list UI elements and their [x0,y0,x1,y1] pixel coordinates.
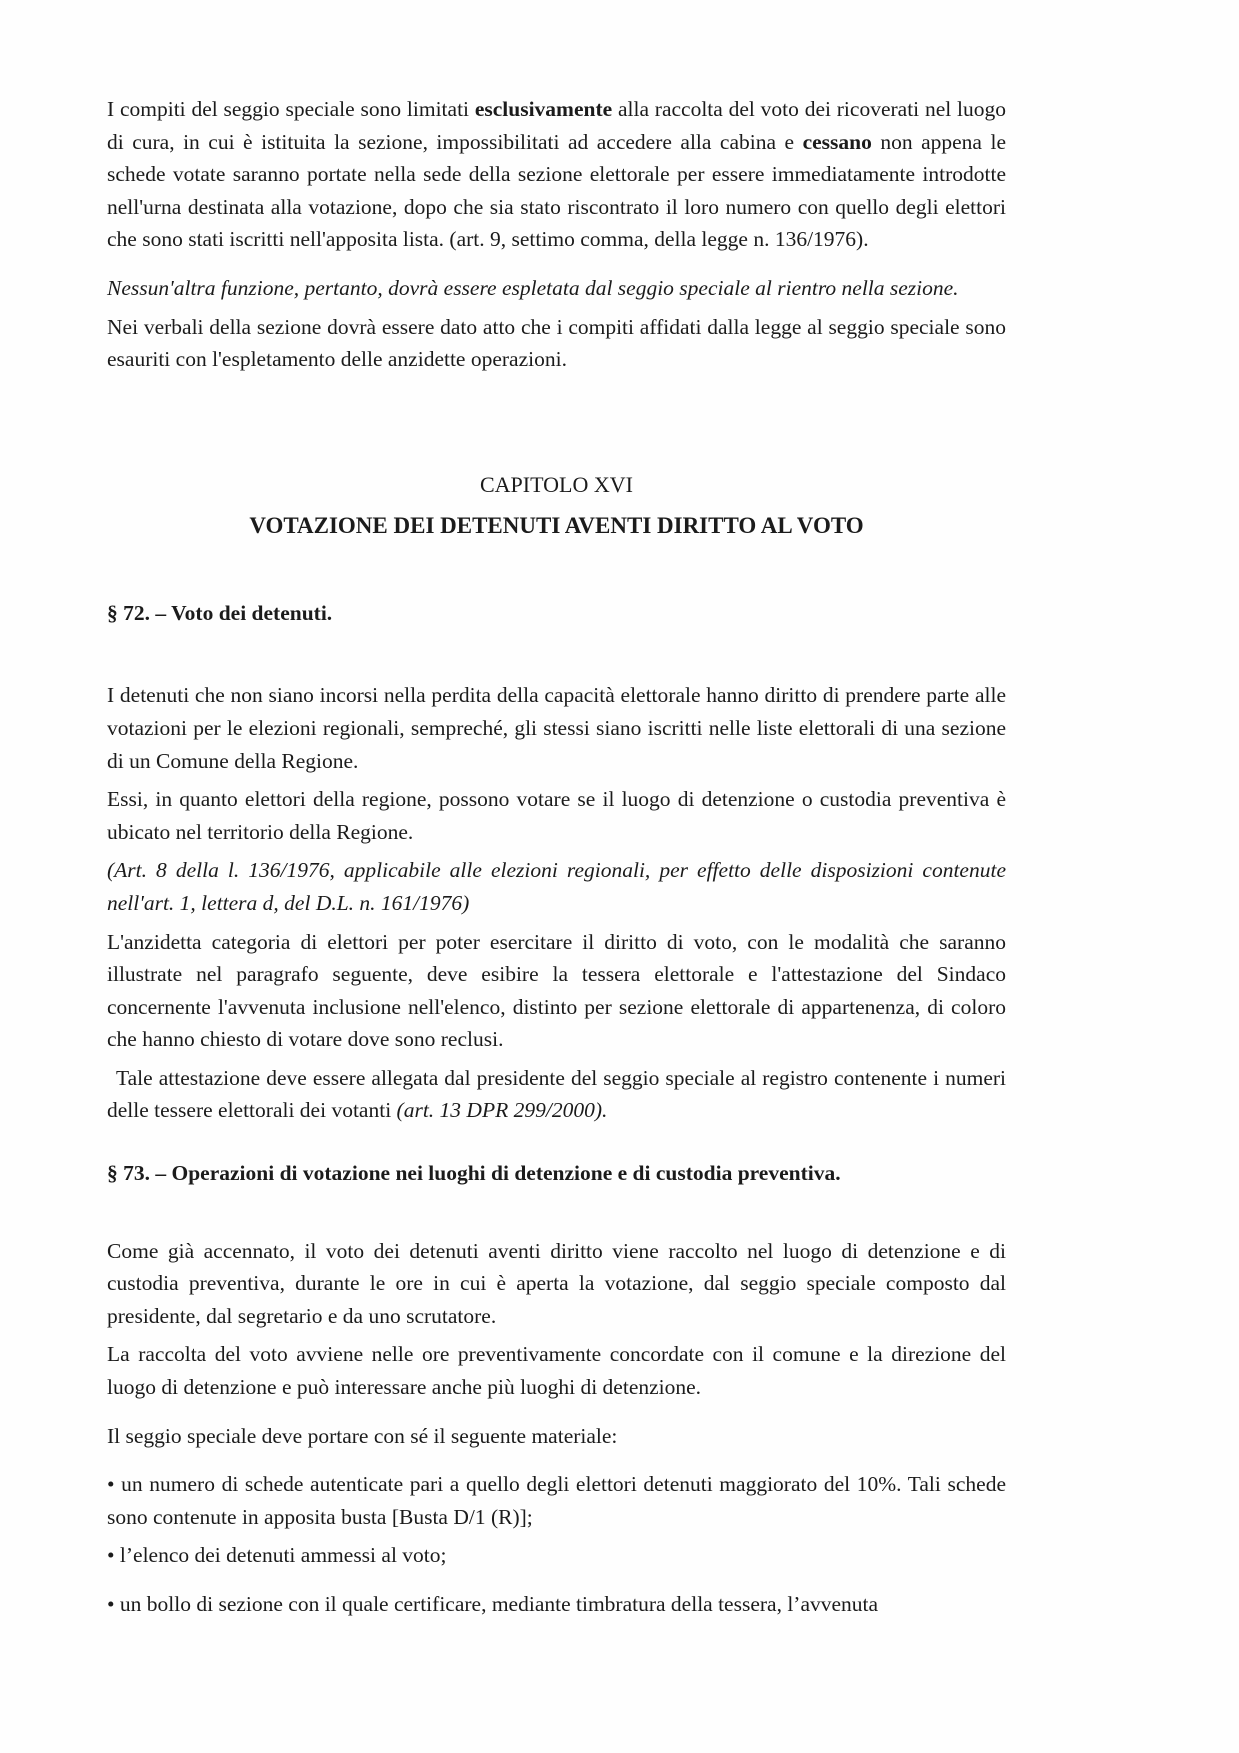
paragraph-anzidetta-categoria: L'anzidetta categoria di elettori per poter esercitare il diritto di voto, con le modalità che saranno illustrate nel paragrafo seguente, deve esibire la tessera elettorale e l'attestazione del Sindaco concernente l'avvenuta inclusione nell'elenco, distinto per sezione elettorale di appartenenza, di coloro che hanno chiesto di votare dove sono reclusi. [107,929,1006,1052]
legal-reference-note: (Art. 8 della l. 136/1976, applicabile alle elezioni regionali, per effetto delle disposizioni contenute nell'art. 1, lettera d, del D.L. n. 161/1976) [107,858,1006,915]
paragraph-essi-elettori: Essi, in quanto elettori della regione, possono votare se il luogo di detenzione o custodia preventiva è ubicato nel territorio della Regione. [107,787,1006,844]
section-73-heading: § 73. – Operazioni di votazione nei luoghi di detenzione e di custodia preventiva. [107,1161,841,1186]
text-run: non appena le schede votate saranno portate nella sede della sezione elettorale per essere immediatamente introdotte nell'urna destinata alla votazione, dopo che sia stato riscontrato il loro numero con quello degli elettori che sono stati iscritti nell'apposita lista. (art. 9, settimo comma, della legge n. 136/1976). [107,129,1006,252]
paragraph-verbali: Nei verbali della sezione dovrà essere dato atto che i compiti affidati dalla legge al seggio speciale sono esauriti con l'espletamento delle anzidette operazioni. [107,314,1006,372]
paragraph-come-gia-accennato: Come già accennato, il voto dei detenuti aventi diritto viene raccolto nel luogo di detenzione e di custodia preventiva, durante le ore in cui è aperta la votazione, dal seggio speciale composto dal presidente, dal segretario e da uno scrutatore. [107,1238,1006,1328]
paragraph-tale-attestazione [107,1062,1006,1127]
paragraph-detenuti-diritto: I detenuti che non siano incorsi nella perdita della capacità elettorale hanno diritto di prendere parte alle votazioni per le elezioni regionali, sempreché, gli stessi siano iscritti nelle liste elettorali di una sezione di un Comune della Regione. [107,683,1006,773]
bold-run-esclusivamente: esclusivamente [474,97,613,121]
italic-note-nessun-altra: Nessun'altra funzione, pertanto, dovrà essere espletata dal seggio speciale al rientro nella sezione. [107,275,959,300]
bullet-elenco-detenuti: • l’elenco dei detenuti ammessi al voto; [107,1543,447,1568]
paragraph-materiale-intro: Il seggio speciale deve portare con sé il seguente materiale: [107,1423,618,1448]
paragraph-raccolta-voto: La raccolta del voto avviene nelle ore preventivamente concordate con il comune e la direzione del luogo di detenzione e può interessare anche più luoghi di detenzione. [107,1342,1006,1400]
bold-run-cessano: cessano [802,129,872,154]
chapter-title-heading: VOTAZIONE DEI DETENUTI AVENTI DIRITTO AL VOTO [249,512,864,538]
bullet-bollo-sezione: • un bollo di sezione con il quale certificare, mediante timbratura della tessera, l’avvenuta [107,1592,879,1616]
chapter-number-heading: CAPITOLO XVI [480,471,633,497]
document-content [107,93,1006,1627]
paragraph-compiti-seggio [107,93,1006,256]
text-run: Tale attestazione deve essere allegata dal presidente del seggio speciale al registro contenente i numeri delle tessere elettorali dei votanti [107,1065,1006,1123]
italic-run-dpr-reference: (art. 13 DPR 299/2000). [396,1098,608,1123]
section-72-heading: § 72. – Voto dei detenuti. [107,600,333,625]
bullet-schede-autenticate: • un numero di schede autenticate pari a quello degli elettori detenuti maggiorato del 10%. Tali schede sono contenute in apposita busta [Busta D/1 (R)]; [107,1472,1006,1529]
text-run: I compiti del seggio speciale sono limitati [107,97,475,121]
text-run: alla raccolta del voto dei ricoverati nel luogo di cura, in cui è istituita la sezione, impossibilitati ad accedere alla cabina e [107,97,1006,154]
